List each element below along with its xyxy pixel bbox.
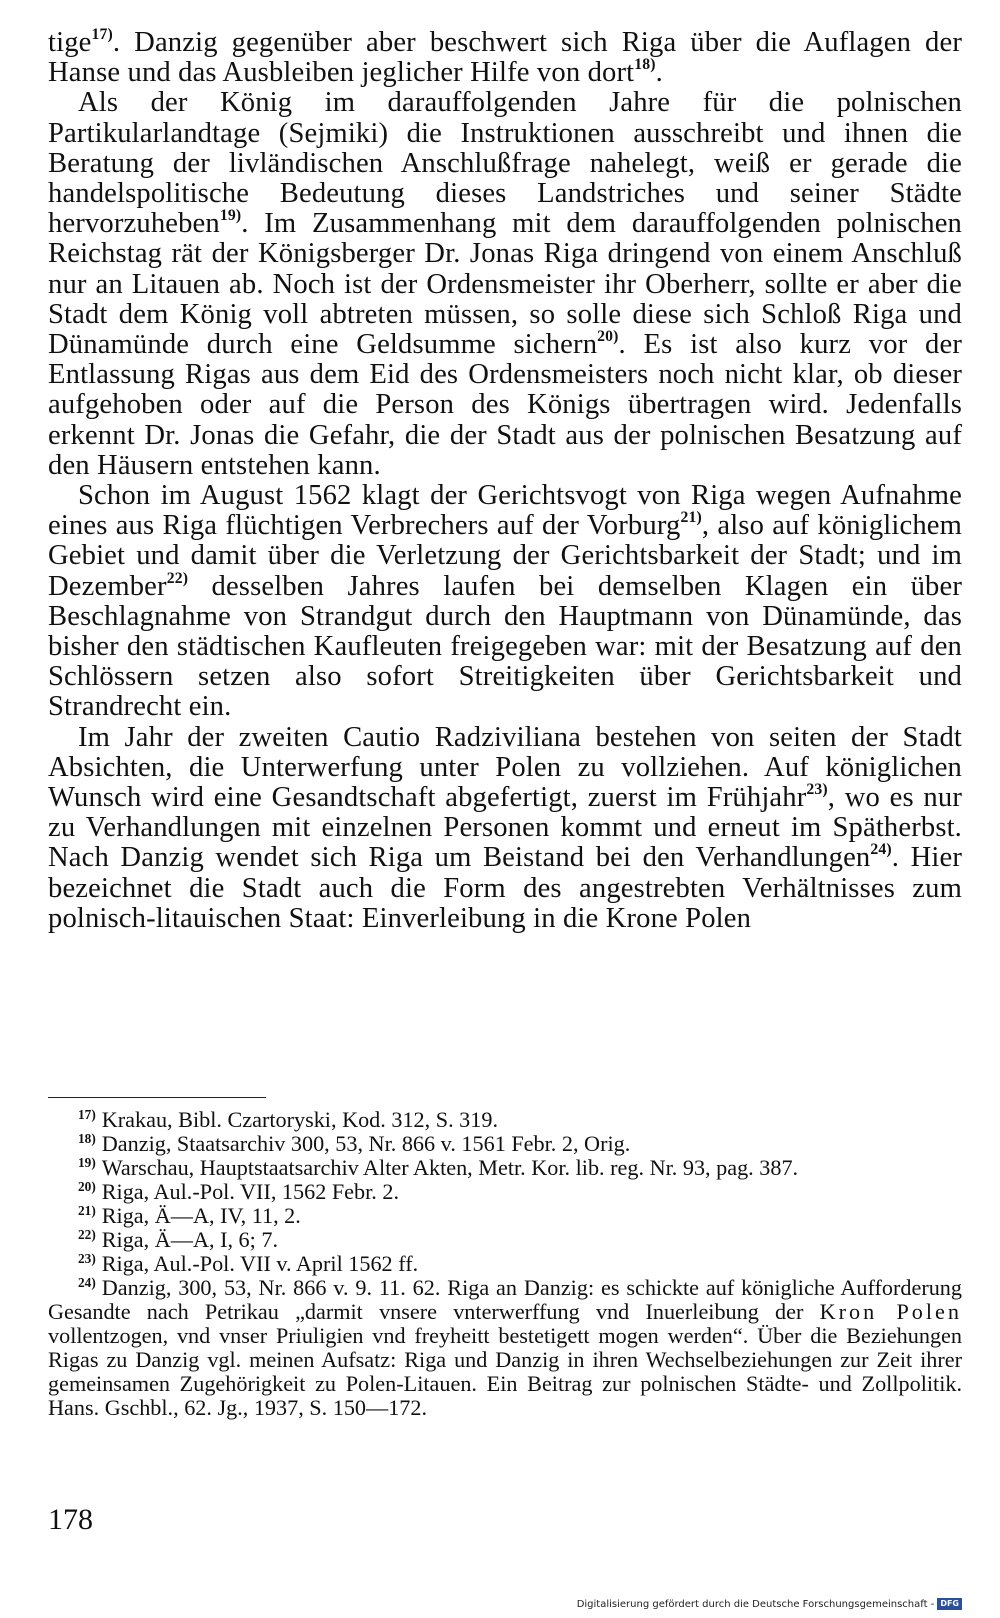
paragraph: Im Jahr der zweiten Cautio Radziviliana bestehen von seiten der Stadt Absichten, die Unterwerfung unter Polen zu vollziehen. Auf königlichen Wunsch wird eine Gesandtschaft abgefertigt, zuerst im Frühjahr$^{23)}$, wo es nur zu Verhandlungen mit einzelnen Personen kommt und erneut im Spätherbst. Nach Danzig wendet sich Riga um Beistand bei den Verhandlungen$^{24)}$. Hier bezeichnet die Stadt auch die Form des angestrebten Verhältnisses zum polnisch-litauischen Staat: Einverleibung in die Krone Polen — [48, 721, 962, 934]
footnote-number: 24) — [78, 1275, 96, 1291]
footnote-number: 20) — [78, 1179, 96, 1195]
footnote-text: Danzig, Staatsarchiv 300, 53, Nr. 866 v. 1561 Febr. 2, Orig. — [101, 1131, 631, 1156]
footnote-divider — [48, 1097, 266, 1098]
footnote — [48, 1252, 962, 1276]
footnote-number: 21) — [78, 1203, 96, 1219]
footnote — [48, 1108, 962, 1132]
footnote-number: 18) — [78, 1131, 96, 1147]
dfg-logo: DFG — [937, 1598, 962, 1610]
footnote-text: Riga, Ä—A, I, 6; 7. — [101, 1227, 279, 1252]
main-text — [48, 28, 962, 934]
page-number: 178 — [48, 1503, 93, 1536]
footnote-ref: 19) — [219, 207, 242, 225]
page-body — [48, 28, 962, 934]
paragraph: Als der König im darauffolgenden Jahre für die polnischen Partikularlandtage (Sejmiki) die Instruktionen ausschreibt und ihnen die Beratung der livländischen Anschlußfrage nahelegt, weiß er gerade die handelspolitische Bedeutung dieses Landstriches und seiner Städte hervorzuheben$^{19)}$. Im Zusammenhang mit dem darauffolgenden polnischen Reichstag rät der Königsberger Dr. Jonas Riga dringend von einem Anschluß nur an Litauen ab. Noch ist der Ordensmeister ihr Oberherr, sollte er aber die Stadt dem König voll abtreten müssen, so solle diese sich Schloß Riga und Dünamünde durch eine Geldsumme sichern$^{20)}$. Es ist also kurz vor der Entlassung Rigas aus dem Eid des Ordensmeisters noch nicht klar, ob dieser aufgehoben oder auf die Person des Königs übertragen wird. Jedenfalls erkennt Dr. Jonas die Gefahr, die der Stadt aus der polnischen Besatzung auf den Häusern entstehen kann. — [48, 87, 962, 481]
footnote-ref: 21) — [680, 509, 702, 527]
footnote-number: 19) — [78, 1155, 96, 1171]
footnote-number: 22) — [78, 1227, 96, 1243]
footnote-ref: 22) — [166, 569, 189, 587]
footnote — [48, 1156, 962, 1180]
footnote-text: Krakau, Bibl. Czartoryski, Kod. 312, S. 319. — [101, 1107, 499, 1132]
footnote — [48, 1276, 962, 1420]
footnote-number: 17) — [78, 1107, 96, 1123]
footnote-ref: 17) — [91, 26, 113, 44]
footnote-ref: 23) — [806, 781, 828, 799]
spaced-text: Kron Polen — [819, 1299, 962, 1324]
paragraph: tige$^{17)}$. Danzig gegenüber aber beschwert sich Riga über die Auflagen der Hanse und das Ausbleiben jeglicher Hilfe von dort$^{18)}$. — [48, 26, 962, 89]
footnotes — [48, 1108, 962, 1420]
footnote-ref: 18) — [634, 56, 656, 74]
footnote-text: Danzig, 300, 53, Nr. 866 v. 9. 11. 62. Riga an Danzig: es schickte auf königliche Aufforderung Gesandte nach Petrikau „darmit vnsere vnterwerffung vnd Inuerleibung der Kron Polen vollentzogen, vnd vnser Priuligien vnd freyheitt bestetigett mogen werden“. Über die Beziehungen Rigas zu Danzig vgl. meinen Aufsatz: Riga und Danzig in ihren Wechselbeziehungen zur Zeit ihrer gemeinsamen Zugehörigkeit zu Polen-Litauen. Ein Beitrag zur polnischen Städte- und Zollpolitik. Hans. Gschbl., 62. Jg., 1937, S. 150—172. — [48, 1275, 962, 1420]
footnote-ref: 24) — [870, 841, 892, 859]
paragraph: Schon im August 1562 klagt der Gerichtsvogt von Riga wegen Aufnahme eines aus Riga flüchtigen Verbrechers auf der Vorburg$^{21)}$, also auf königlichem Gebiet und damit über die Verletzung der Gerichtsbarkeit der Stadt; und im Dezember$^{22)}$ desselben Jahres laufen bei demselben Klagen ein über Beschlagnahme von Strandgut durch den Hauptmann von Dünamünde, das bisher den städtischen Kaufleuten freigegeben war: mit der Besatzung auf den Schlössern setzen also sofort Streitigkeiten über Gerichtsbarkeit und Strandrecht ein. — [48, 480, 963, 723]
footnote-ref: 20) — [597, 328, 619, 346]
footnote-text: Riga, Aul.-Pol. VII v. April 1562 ff. — [101, 1251, 419, 1276]
footnote — [48, 1132, 962, 1156]
footnote — [48, 1180, 962, 1204]
footnote-text: Riga, Aul.-Pol. VII, 1562 Febr. 2. — [101, 1179, 400, 1204]
footnote-text: Riga, Ä—A, IV, 11, 2. — [101, 1203, 301, 1228]
footnote-number: 23) — [78, 1251, 96, 1267]
footnote — [48, 1228, 962, 1252]
footnote — [48, 1204, 962, 1228]
funding-note-text: Digitalisierung gefördert durch die Deutsche Forschungsgemeinschaft - — [576, 1598, 935, 1610]
footnote-text: Warschau, Hauptstaatsarchiv Alter Akten, Metr. Kor. lib. reg. Nr. 93, pag. 387. — [101, 1155, 799, 1180]
funding-note — [577, 1598, 962, 1610]
